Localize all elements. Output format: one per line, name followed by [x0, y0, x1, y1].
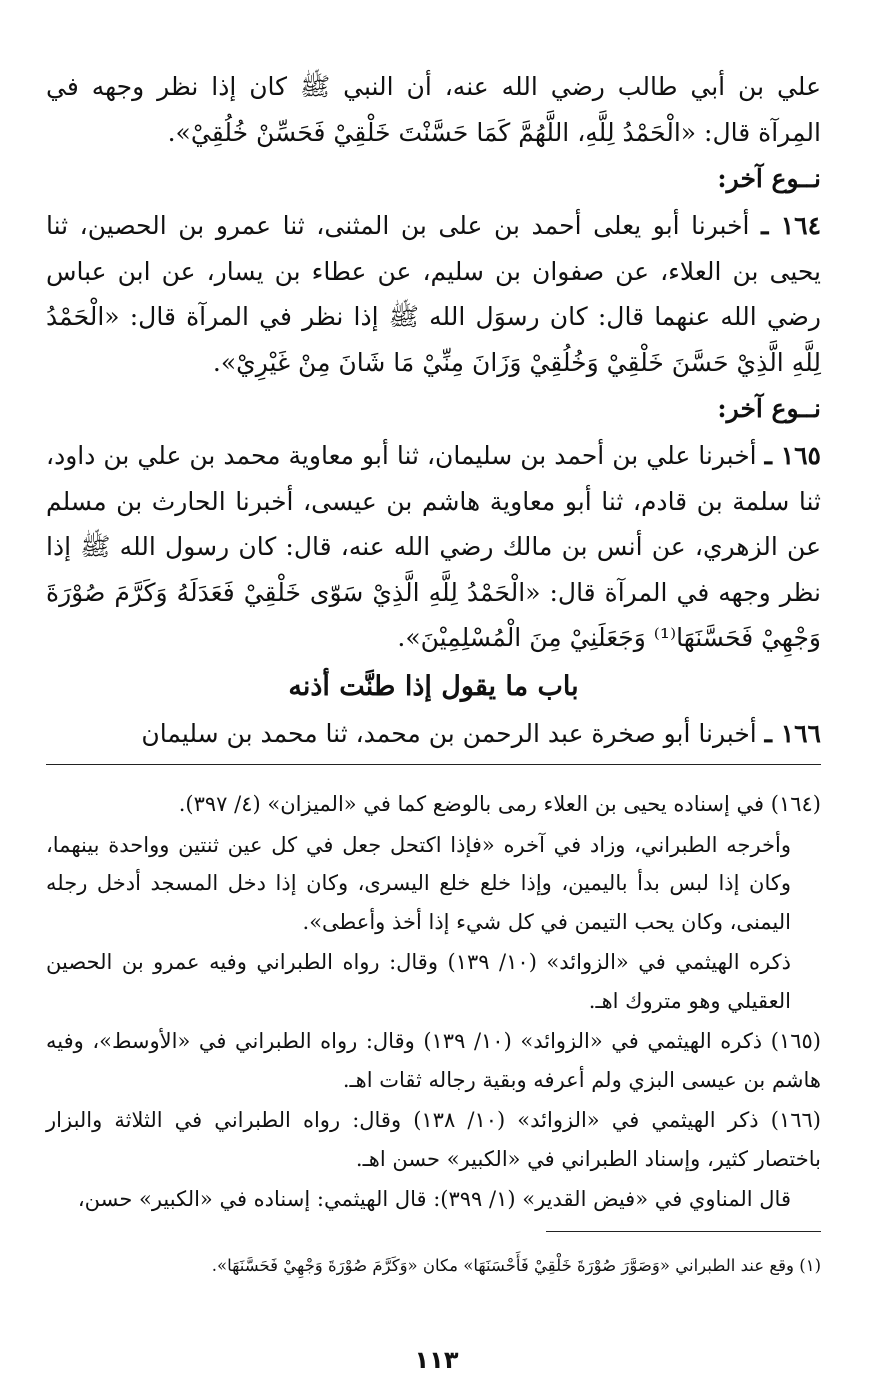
chapter-title: باب ما يقول إذا طنَّت أذنه — [288, 670, 579, 702]
paragraph-intro: علي بن أبي طالب رضي الله عنه، أن النبي ﷺ كان إذا نظر وجهه في المِرآة قال: «الْحَمْدُ لِلَّهِ، اللَّهُمَّ كَمَا حَسَّنْتَ خَلْقِيْ فَحَسِّنْ خُلُقِيْ». — [46, 72, 821, 147]
hadith-text: أخبرنا أبو يعلى أحمد بن على بن المثنى، ثنا عمرو بن الحصين، ثنا يحيى بن العلاء، عن صفوان بن سليم، عن عطاء بن يسار، عن ابن عباس رضي الله عنهما قال: كان رسوَل الله ﷺ إذا نظر في المرآة قال: «الْحَمْدُ لِلَّهِ الَّذِيْ حَسَّنَ خَلْقِيْ وَخُلُقِيْ وَزَانَ مِنِّيْ مَا شَانَ مِنْ غَيْرِيْ». — [46, 211, 821, 377]
hadith-166 — [46, 711, 821, 757]
page — [46, 64, 821, 1280]
hadith-text: أخبرنا أبو صخرة عبد الرحمن بن محمد، ثنا محمد بن سليمان — [141, 718, 757, 748]
note-166-continued: قال المناوي في «فيض القدير» (١/ ٣٩٩): قال الهيثمي: إسناده في «الكبير» حسن، — [77, 1187, 791, 1211]
footnote: (١) وقع عند الطبراني «وَصَوَّرَ صُوْرَةَ خَلْقِيْ فَأَحْسَنَهَا» مكان «وَكَرَّمَ صُوْرَةَ وَجْهِيْ فَحَسَّنَهَا». — [211, 1255, 821, 1275]
note-164-haythami: ذكره الهيثمي في «الزوائد» (١٠/ ١٣٩) وقال: رواه الطبراني وفيه عمرو بن الحصين العقيلي وهو متروك اهـ. — [46, 950, 791, 1013]
page-number: ١١٣ — [414, 1346, 459, 1374]
hadith-text: أخبرنا علي بن أحمد بن سليمان، ثنا أبو معاوية محمد بن علي بن داود، ثنا سلمة بن قادم، ثنا أبو معاوية هاشم بن عيسى، أخبرنا الحارث بن مسلم عن الزهري، عن أنس بن مالك رضي الله عنه، قال: كان رسول الله ﷺ إذا نظر وجهه في المرآة قال: «الْحَمْدُ لِلَّهِ الَّذِيْ سَوّى خَلْقِيْ فَعَدَلَهُ وَكَرَّمَ صُوْرَةَ وَجْهِيْ فَحَسَّنَهَا⁽¹⁾ وَجَعَلَنِيْ مِنَ الْمُسْلِمِيْنَ». — [46, 441, 821, 652]
main-divider — [46, 764, 821, 765]
notes-section — [46, 785, 821, 1219]
section-heading-another-type: نــوع آخر: — [717, 394, 821, 423]
note-164: (١٦٤) في إسناده يحيى بن العلاء رمى بالوضع كما في «الميزان» (٤/ ٣٩٧). — [178, 792, 821, 816]
note-166: (١٦٦) ذكر الهيثمي في «الزوائد» (١٠/ ١٣٨) وقال: رواه الطبراني في الثلاثة والبزار باختصار كثير، وإسناد الطبراني في «الكبير» حسن اهـ. — [46, 1108, 821, 1171]
hadith-164 — [46, 203, 821, 385]
hadith-number: ١٦٥ ـ — [764, 441, 821, 470]
hadith-165 — [46, 433, 821, 661]
main-text — [46, 64, 821, 756]
footnote-divider — [546, 1231, 821, 1232]
section-heading-another-type: نــوع آخر: — [717, 164, 821, 193]
hadith-number: ١٦٤ ـ — [761, 211, 822, 240]
note-165: (١٦٥) ذكره الهيثمي في «الزوائد» (١٠/ ١٣٩) وقال: رواه الطبراني في «الأوسط»، وفيه هاشم بن عيسى البزي ولم أعرفه وبقية رجاله ثقات اهـ. — [46, 1029, 821, 1092]
note-164-continued: وأخرجه الطبراني، وزاد في آخره «فإذا اكتحل جعل في كل عين ثنتين وواحدة بينهما، وكان إذا لبس بدأ باليمين، وإذا خلع خلع اليسرى، وكان إذا دخل المسجد أدخل رجله اليمنى، وكان يحب التيمن في كل شيء إذا أخذ وأعطى». — [46, 832, 791, 934]
hadith-number: ١٦٦ ـ — [764, 718, 821, 748]
